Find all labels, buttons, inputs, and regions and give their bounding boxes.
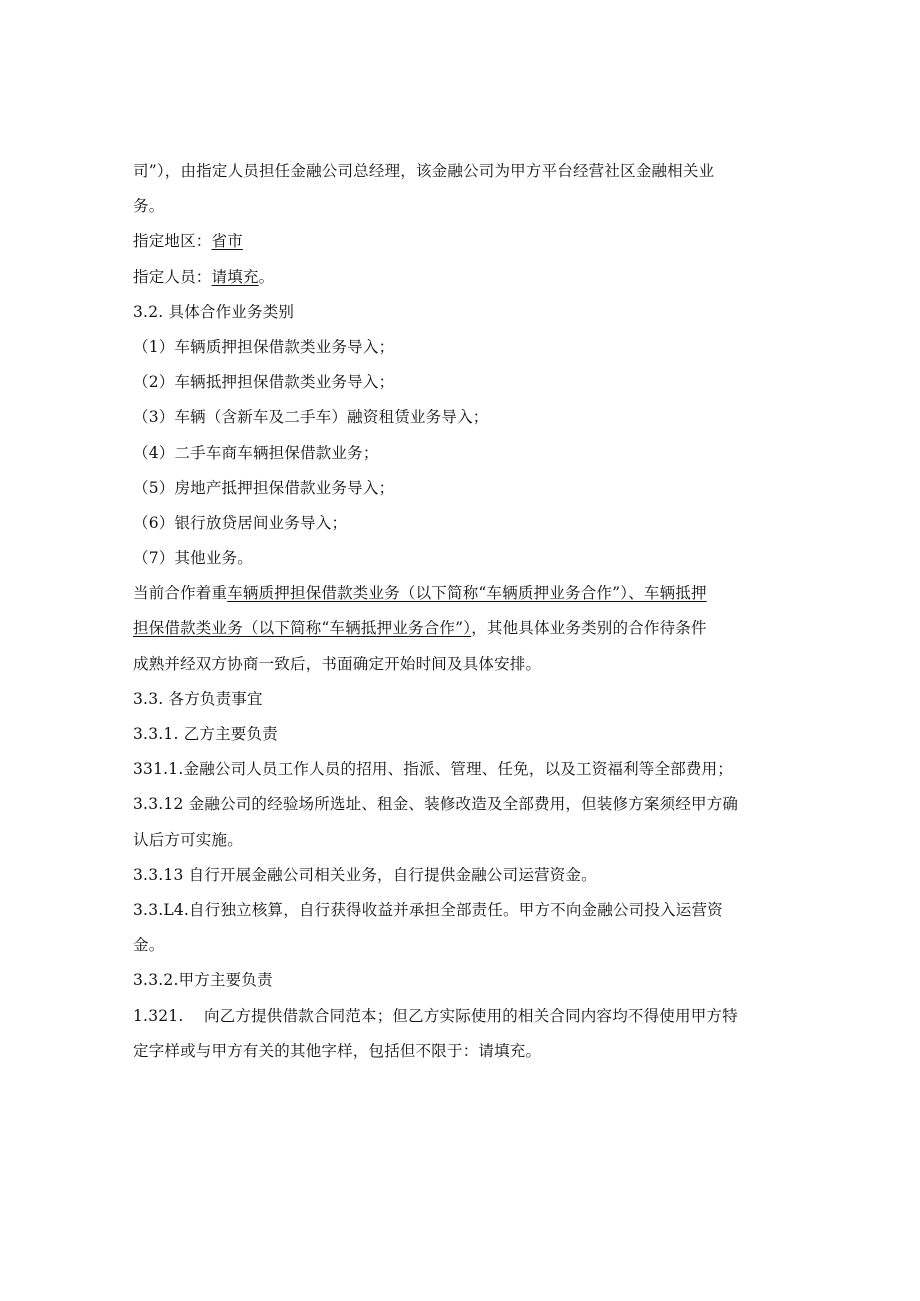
text-run: （1）车辆质押担保借款类业务导入；	[133, 337, 395, 356]
paragraph-line	[133, 154, 788, 189]
designated-region-value: 省市	[211, 232, 243, 251]
list-item	[133, 471, 788, 506]
clause-line	[133, 893, 788, 928]
designated-person-value: 请填充	[211, 267, 259, 286]
text-run: 当前合作着重	[133, 584, 228, 603]
text-run: 成熟并经双方协商一致后，书面确定开始时间及具体安排。	[133, 654, 542, 673]
list-item	[133, 400, 788, 435]
section-heading	[133, 295, 788, 330]
text-run: 司”），由指定人员担任金融公司总经理，该金融公司为甲方平台经营社区金融相关业	[133, 162, 715, 180]
text-run: （6）银行放贷居间业务导入；	[133, 513, 348, 532]
list-item	[133, 541, 788, 576]
text-run: 3.3. 各方负责事宜	[133, 689, 263, 708]
text-run: 认后方可实施。	[133, 830, 243, 849]
text-run: ，其他具体业务类别的合作待条件	[471, 619, 707, 638]
text-run: 3.3.1. 乙方主要负责	[133, 725, 278, 743]
clause-line	[133, 787, 788, 822]
text-run: （5）房地产抵押担保借款业务导入；	[133, 478, 395, 497]
paragraph-line	[133, 611, 788, 646]
clause-line	[133, 999, 788, 1034]
list-item	[133, 506, 788, 541]
field-label: 指定人员：	[133, 267, 212, 286]
text-run: 金。	[133, 936, 165, 955]
subsection-heading	[133, 717, 788, 752]
clause-line	[133, 1034, 788, 1069]
clause-line	[133, 858, 788, 893]
clause-line	[133, 752, 788, 787]
text-run: 1.321. 向乙方提供借款合同范本；但乙方实际使用的相关合同内容均不得使用甲方特	[133, 1006, 738, 1025]
section-heading	[133, 682, 788, 717]
text-run: （4）二手车商车辆担保借款业务；	[133, 443, 379, 462]
field-label: 指定地区：	[133, 232, 212, 251]
text-run: 定字样或与甲方有关的其他字样，包括但不限于：请填充。	[133, 1041, 542, 1060]
list-item	[133, 436, 788, 471]
text-run: 3.3.2.甲方主要负责	[133, 971, 273, 990]
text-run: 3.2. 具体合作业务类别	[133, 302, 295, 321]
list-item	[133, 330, 788, 365]
text-run: （2）车辆抵押担保借款类业务导入；	[133, 373, 395, 392]
clause-line	[133, 928, 788, 963]
text-run: 。	[258, 267, 275, 286]
designated-person-line	[133, 260, 788, 295]
designated-region-line	[133, 224, 788, 259]
underlined-text: 担保借款类业务（以下简称“车辆抵押业务合作”）	[133, 619, 472, 638]
text-run: （3）车辆（含新车及二手车）融资租赁业务导入；	[133, 408, 489, 427]
paragraph-line	[133, 647, 788, 682]
underlined-text: 车辆质押担保借款类业务（以下简称“车辆质押业务合作”）、车辆抵押	[227, 584, 707, 603]
text-run: 3.3.13 自行开展金融公司相关业务，自行提供金融公司运营资金。	[133, 865, 597, 884]
list-item	[133, 365, 788, 400]
text-run: 3.3.12 金融公司的经验场所选址、租金、装修改造及全部费用，但装修方案须经甲方确	[133, 795, 739, 814]
document-body	[133, 154, 788, 1069]
text-run: 务。	[133, 197, 165, 216]
subsection-heading	[133, 963, 788, 998]
clause-line	[133, 823, 788, 858]
paragraph-line	[133, 189, 788, 224]
paragraph-line	[133, 576, 788, 611]
text-run: 3.3.L4.自行独立核算，自行获得收益并承担全部责任。甲方不向金融公司投入运营资	[133, 900, 723, 919]
text-run: 331.1.金融公司人员工作人员的招用、指派、管理、任免，以及工资福利等全部费用；	[133, 760, 734, 779]
text-run: （7）其他业务。	[133, 549, 253, 568]
